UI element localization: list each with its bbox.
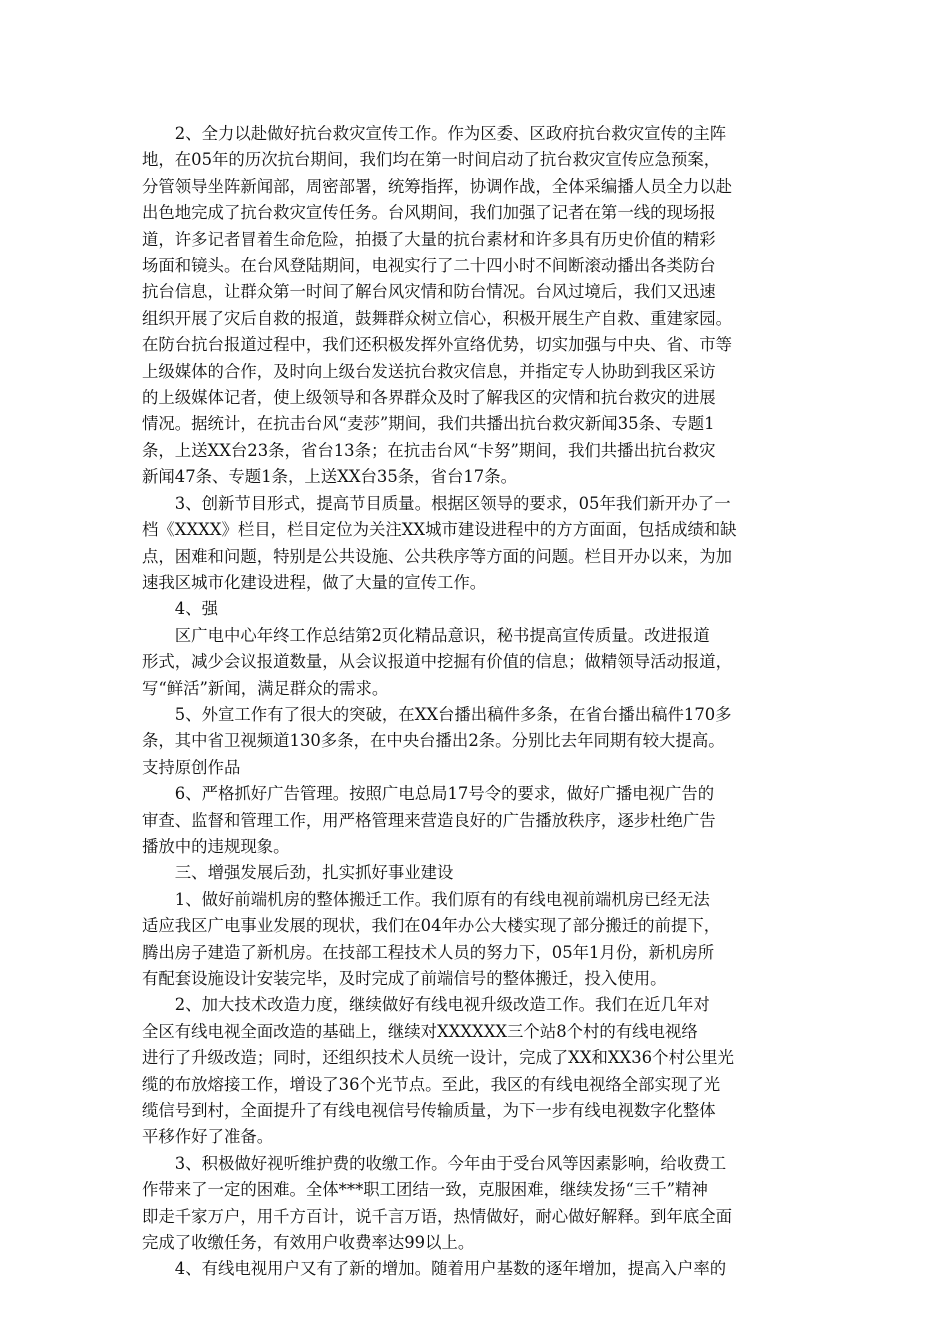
paragraph <box>142 596 810 622</box>
text-line: 即走千家万户，用千方百计，说千言万语，热情做好，耐心做好解释。到年底全面 <box>142 1206 733 1226</box>
text-line: 的上级媒体记者，使上级领导和各界群众及时了解我区的灾情和抗台救灾的进展 <box>142 388 716 408</box>
paragraph <box>142 491 810 597</box>
text-line: 条，其中省卫视频道130多条，在中央台播出2条。分别比去年同期有较大提高。 <box>142 731 725 751</box>
text-line: 1、做好前端机房的整体搬迁工作。我们原有的有线电视前端机房已经无法 <box>174 889 710 909</box>
text-line: 2、加大技术改造力度，继续做好有线电视升级改造工作。我们在近几年对 <box>174 995 710 1015</box>
text-line: 2、全力以赴做好抗台救灾宣传工作。作为区委、区政府抗台救灾宣传的主阵 <box>174 124 727 143</box>
text-line: 支持原创作品 <box>142 757 241 777</box>
text-line: 档《XXXX》栏目，栏目定位为关注XX城市建设进程中的方方面面，包括成绩和缺 <box>142 520 737 540</box>
text-line: 缆信号到村，全面提升了有线电视信号传输质量，为下一步有线电视数字化整体 <box>142 1101 716 1121</box>
text-line: 形式，减少会议报道数量，从会议报道中挖掘有价值的信息；做精领导活动报道， <box>142 652 733 672</box>
text-line: 道，许多记者冒着生命危险，拍摄了大量的抗台素材和许多具有历史价值的精彩 <box>142 229 716 249</box>
text-line: 速我区城市化建设进程，做了大量的宣传工作。 <box>142 572 487 592</box>
text-line: 进行了升级改造；同时，还组织技术人员统一设计，完成了XX和XX36个村公里光 <box>142 1048 735 1068</box>
text-line: 三、增强发展后劲，扎实抓好事业建设 <box>174 863 454 883</box>
text-line: 4、有线电视用户又有了新的增加。随着用户基数的逐年增加，提高入户率的 <box>174 1259 727 1279</box>
text-line: 情况。据统计，在抗击台风“麦莎”期间，我们共播出抗台救灾新闻35条、专题1 <box>142 414 715 434</box>
text-line: 3、积极做好视听维护费的收缴工作。今年由于受台风等因素影响，给收费工 <box>174 1153 727 1173</box>
paragraph <box>142 992 810 1150</box>
text-line: 写“鲜活”新闻，满足群众的需求。 <box>142 678 389 698</box>
text-line: 播放中的违规现象。 <box>142 836 290 856</box>
text-line: 3、创新节目形式，提高节目质量。根据区领导的要求，05年我们新开办了一 <box>174 493 731 513</box>
text-line: 适应我区广电事业发展的现状，我们在04年办公大楼实现了部分搬迁的前提下， <box>142 916 721 936</box>
text-line: 区广电中心年终工作总结第2页化精品意识，秘书提高宣传质量。改进报道 <box>174 625 710 645</box>
document-page <box>142 121 810 1283</box>
text-line: 平移作好了准备。 <box>142 1127 274 1147</box>
paragraph <box>142 860 810 886</box>
text-line: 分管领导坐阵新闻部，周密部署，统筹指挥，协调作战，全体采编播人员全力以赴 <box>142 176 733 196</box>
text-line: 地，在05年的历次抗台期间，我们均在第一时间启动了抗台救灾宣传应急预案， <box>142 150 721 170</box>
text-line: 6、严格抓好广告管理。按照广电总局17号令的要求，做好广播电视广告的 <box>174 784 715 804</box>
text-line: 缆的布放熔接工作，增设了36个光节点。至此，我区的有线电视络全部实现了光 <box>142 1074 721 1094</box>
paragraph <box>142 623 810 702</box>
text-line: 组织开展了灾后自救的报道，鼓舞群众树立信心，积极开展生产自救、重建家园。 <box>142 308 733 328</box>
text-line: 作带来了一定的困难。全体***职工团结一致，克服困难，继续发扬“三千”精神 <box>142 1180 708 1200</box>
paragraph <box>142 121 810 491</box>
text-line: 场面和镜头。在台风登陆期间，电视实行了二十四小时不间断滚动播出各类防台 <box>142 256 716 276</box>
paragraph <box>142 887 810 993</box>
text-line: 上级媒体的合作，及时向上级台发送抗台救灾信息，并指定专人协助到我区采访 <box>142 361 716 381</box>
text-line: 完成了收缴任务，有效用户收费率达99以上。 <box>142 1233 475 1253</box>
text-line: 全区有线电视全面改造的基础上，继续对XXXXXX三个站8个村的有线电视络 <box>142 1021 698 1041</box>
text-line: 审查、监督和管理工作，用严格管理来营造良好的广告播放秩序，逐步杜绝广告 <box>142 810 716 830</box>
text-line: 新闻47条、专题1条，上送XX台35条，省台17条。 <box>142 467 517 487</box>
paragraph <box>142 702 810 781</box>
text-line: 出色地完成了抗台救灾宣传任务。台风期间，我们加强了记者在第一线的现场报 <box>142 203 716 223</box>
text-line: 抗台信息，让群众第一时间了解台风灾情和防台情况。台风过境后，我们又迅速 <box>142 282 716 302</box>
text-line: 在防台抗台报道过程中，我们还积极发挥外宣络优势，切实加强与中央、省、市等 <box>142 335 733 355</box>
text-line: 5、外宣工作有了很大的突破，在XX台播出稿件多条，在省台播出稿件170多 <box>174 704 732 724</box>
paragraph <box>142 1256 810 1282</box>
text-line: 条，上送XX台23条，省台13条；在抗击台风“卡努”期间，我们共播出抗台救灾 <box>142 440 716 460</box>
text-line: 腾出房子建造了新机房。在技部工程技术人员的努力下，05年1月份，新机房所 <box>142 942 715 962</box>
paragraph <box>142 781 810 860</box>
text-line: 4、强 <box>174 599 219 619</box>
text-line: 有配套设施设计安装完毕，及时完成了前端信号的整体搬迁，投入使用。 <box>142 969 667 988</box>
text-line: 点，困难和问题，特别是公共设施、公共秩序等方面的问题。栏目开办以来，为加 <box>142 546 733 566</box>
paragraph <box>142 1151 810 1257</box>
